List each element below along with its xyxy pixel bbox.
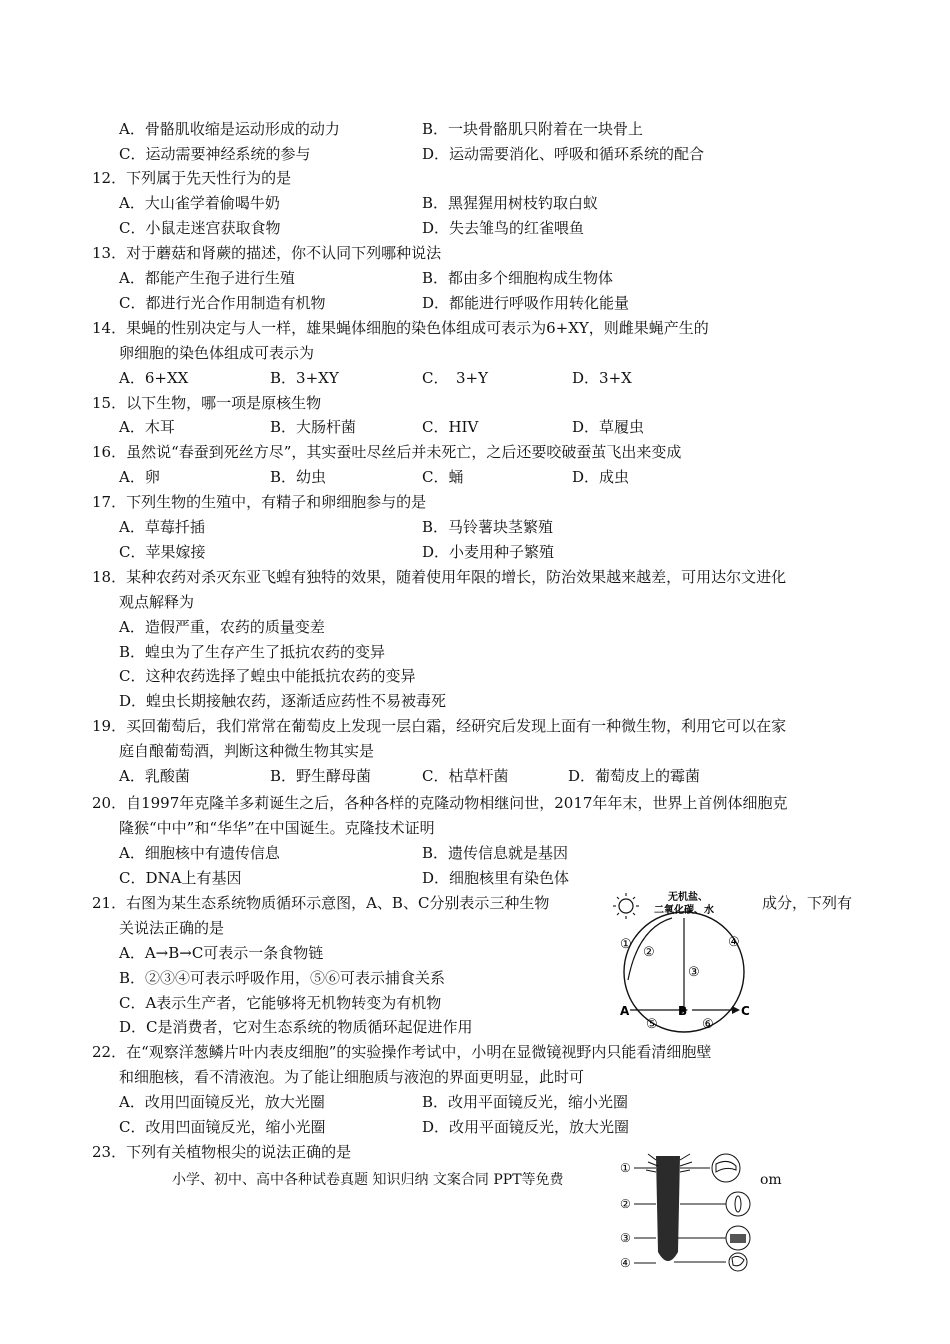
q11-option-c: C．运动需要神经系统的参与 [119, 145, 311, 163]
q11-option-a: A．骨骼肌收缩是运动形成的动力 [119, 120, 340, 138]
q16-option-c: C．蛹 [422, 468, 464, 486]
q12-stem: 12．下列属于先天性行为的是 [92, 169, 292, 187]
root-label-3: ③ [620, 1231, 631, 1245]
q14-option-d: D．3+X [572, 369, 632, 387]
q23-stem: 23．下列有关植物根尖的说法正确的是 [92, 1143, 352, 1161]
q15-option-a: A．木耳 [119, 418, 175, 436]
root-label-2: ② [620, 1197, 631, 1211]
q18-option-b: B．蝗虫为了生存产生了抵抗农药的变异 [119, 643, 386, 661]
q17-option-c: C．苹果嫁接 [119, 543, 206, 561]
q19-option-d: D．葡萄皮上的霉菌 [568, 767, 701, 785]
q12-option-d: D．失去雏鸟的红雀喂鱼 [422, 219, 585, 237]
q18-stem-line2: 观点解释为 [119, 593, 195, 611]
diagram-top-label-1: 无机盐、 [668, 892, 708, 903]
q12-option-c: C．小鼠走迷宫获取食物 [119, 219, 281, 237]
label-3: ③ [688, 965, 700, 980]
label-4: ④ [728, 935, 740, 950]
q18-stem-line1: 18．某种农药对杀灭东亚飞蝗有独特的效果，随着使用年限的增长，防治效果越来越差，可用达尔文进化 [92, 568, 787, 586]
root-body [656, 1156, 680, 1261]
q22-option-b: B．改用平面镜反光，缩小光圈 [422, 1093, 629, 1111]
root-hair-cell-icon [712, 1154, 740, 1182]
q14-stem-line2: 卵细胞的染色体组成可表示为 [119, 344, 315, 362]
q12-option-a: A．大山雀学着偷喝牛奶 [119, 194, 280, 212]
q21-option-a: A．A→B→C可表示一条食物链 [119, 944, 324, 962]
root-tip-diagram [618, 1152, 768, 1272]
q15-option-d: D．草履虫 [572, 418, 645, 436]
q16-option-b: B．幼虫 [270, 468, 327, 486]
q22-stem-line2: 和细胞核，看不清液泡。为了能让细胞质与液泡的界面更明显，此时可 [119, 1068, 585, 1086]
label-1: ① [620, 937, 632, 952]
q21-stem-line1b: 成分，下列有 [762, 894, 853, 912]
q21-option-d: D．C是消费者，它对生态系统的物质循环起促进作用 [119, 1018, 473, 1036]
q15-option-b: B．大肠杆菌 [270, 418, 357, 436]
q14-option-c: C． 3+Y [422, 369, 488, 387]
q13-option-a: A．都能产生孢子进行生殖 [119, 269, 295, 287]
q11-option-d: D．运动需要消化、呼吸和循环系统的配合 [422, 145, 705, 163]
node-c-label: C [741, 1004, 750, 1018]
sun-icon [613, 893, 639, 919]
q19-option-a: A．乳酸菌 [119, 767, 190, 785]
q17-option-d: D．小麦用种子繁殖 [422, 543, 555, 561]
meristem-cell-icon [726, 1226, 750, 1250]
q19-option-c: C．枯草杆菌 [422, 767, 509, 785]
label-5: ⑤ [646, 1017, 658, 1032]
ecosystem-cycle-diagram [610, 888, 760, 1048]
q19-stem-line2: 庭自酿葡萄酒，判断这种微生物其实是 [119, 742, 375, 760]
q14-option-b: B．3+XY [270, 369, 339, 387]
q19-option-b: B．野生酵母菌 [270, 767, 372, 785]
q17-option-a: A．草莓扦插 [119, 518, 205, 536]
node-a-label: A [620, 1004, 630, 1018]
q19-stem-line1: 19．买回葡萄后，我们常常在葡萄皮上发现一层白霜，经研究后发现上面有一种微生物，利用它可以在家 [92, 717, 787, 735]
root-label-1: ① [620, 1161, 631, 1175]
q18-option-c: C．这种农药选择了蝗虫中能抵抗农药的变异 [119, 667, 416, 685]
q13-option-d: D．都能进行呼吸作用转化能量 [422, 294, 630, 312]
q21-option-c: C．A表示生产者，它能够将无机物转变为有机物 [119, 994, 442, 1012]
q13-stem: 13．对于蘑菇和肾蕨的描述，你不认同下列哪种说法 [92, 244, 442, 262]
elongation-cell-icon [726, 1192, 750, 1216]
q18-option-a: A．造假严重，农药的质量变差 [119, 618, 325, 636]
q14-option-a: A．6+XX [119, 369, 189, 387]
q12-option-b: B．黑猩猩用树枝钓取白蚁 [422, 194, 599, 212]
q13-option-c: C．都进行光合作用制造有机物 [119, 294, 326, 312]
q20-option-a: A．细胞核中有遗传信息 [119, 844, 280, 862]
q20-option-b: B．遗传信息就是基因 [422, 844, 569, 862]
q14-stem-line1: 14．果蝇的性别决定与人一样，雄果蝇体细胞的染色体组成可表示为6+XY，则雌果蝇产生的 [92, 319, 709, 337]
q21-stem-line2: 关说法正确的是 [119, 919, 225, 937]
q17-stem: 17．下列生物的生殖中，有精子和卵细胞参与的是 [92, 493, 427, 511]
q20-stem-line2: 隆猴“中中”和“华华”在中国诞生。克隆技术证明 [119, 819, 435, 837]
footer-text: 小学、初中、高中各种试卷真题 知识归纳 文案合同 PPT等免费 [172, 1172, 564, 1188]
q18-option-d: D．蝗虫长期接触农药，逐渐适应药性不易被毒死 [119, 692, 447, 710]
q21-option-b: B．②③④可表示呼吸作用，⑤⑥可表示捕食关系 [119, 969, 446, 987]
q20-option-d: D．细胞核里有染色体 [422, 869, 570, 887]
node-b-label: B [678, 1004, 688, 1018]
q16-stem: 16．虽然说“春蚕到死丝方尽”，其实蚕吐尽丝后并未死亡，之后还要咬破蚕茧飞出来变成 [92, 443, 682, 461]
q15-option-c: C．HIV [422, 418, 479, 436]
q20-stem-line1: 20．自1997年克隆羊多莉诞生之后，各种各样的克隆动物相继问世，2017年年末，世界上首例体细胞克 [92, 794, 788, 812]
diagram-top-label-2: 二氧化碳、水 [654, 905, 714, 916]
root-label-4: ④ [620, 1256, 631, 1270]
q11-option-b: B．一块骨骼肌只附着在一块骨上 [422, 120, 644, 138]
q17-option-b: B．马铃薯块茎繁殖 [422, 518, 554, 536]
q13-option-b: B．都由多个细胞构成生物体 [422, 269, 614, 287]
label-2: ② [643, 945, 655, 960]
q21-stem-line1a: 21．右图为某生态系统物质循环示意图，A、B、C分别表示三种生物 [92, 894, 550, 912]
q22-option-d: D．改用平面镜反光，放大光圈 [422, 1118, 630, 1136]
q16-option-a: A．卵 [119, 468, 160, 486]
root-cap-cell-icon [729, 1253, 747, 1271]
q15-stem: 15．以下生物，哪一项是原核生物 [92, 394, 322, 412]
label-6: ⑥ [702, 1017, 714, 1032]
q22-stem-line1: 22．在“观察洋葱鳞片叶内表皮细胞”的实验操作考试中，小明在显微镜视野内只能看清细胞壁 [92, 1043, 712, 1061]
footer-tail: om [760, 1172, 782, 1188]
q22-option-a: A．改用凹面镜反光，放大光圈 [119, 1093, 325, 1111]
q22-option-c: C．改用凹面镜反光，缩小光圈 [119, 1118, 326, 1136]
q20-option-c: C．DNA上有基因 [119, 869, 242, 887]
q16-option-d: D．成虫 [572, 468, 630, 486]
